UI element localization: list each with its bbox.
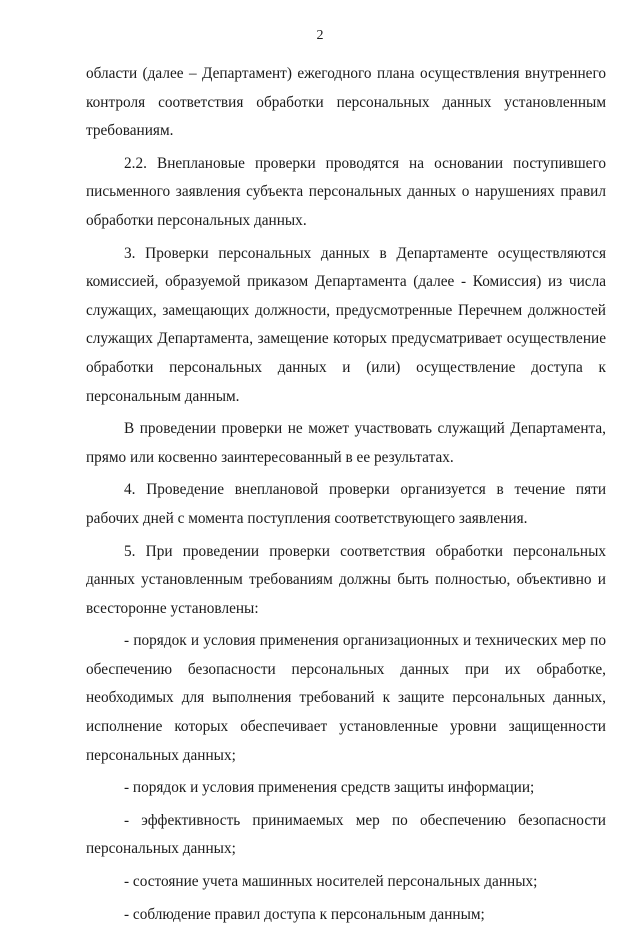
list-item: - порядок и условия применения средств защиты информации; — [124, 779, 535, 797]
list-item: - соблюдение правил доступа к персональным данным; — [124, 905, 485, 923]
paragraph-3: 3. Проверки персональных данных в Департаменте осуществляются комиссией, образуемой приказом Департамента (далее - Комиссия) из числа служащих, замещающих должности, предусмотренные Перечнем должностей служащих Департамента, замещение которых предусматривает осуществление обработки персональных данных и (или) осуществление доступа к персональным данным. — [86, 244, 606, 405]
paragraph-3-note: В проведении проверки не может участвовать служащий Департамента, прямо или косвенно заинтересованный в ее результатах. — [86, 420, 606, 466]
page-number: 2 — [316, 28, 324, 43]
list-item: - состояние учета машинных носителей персональных данных; — [124, 873, 538, 891]
list-item: - порядок и условия применения организационных и технических мер по обеспечению безопасности персональных данных при их обработке, необходимых для выполнения требований к защите персональных данных, исполнение которых обеспечивает установленные уровни защищенности персональных данных; — [86, 632, 606, 764]
paragraph-2-2: 2.2. Внеплановые проверки проводятся на основании поступившего письменного заявления субъекта персональных данных о нарушениях правил обработки персональных данных. — [86, 154, 606, 229]
document-body — [86, 60, 606, 929]
paragraph-5: 5. При проведении проверки соответствия обработки персональных данных установленным требованиям должны быть полностью, объективно и всесторонне установлены: — [86, 542, 606, 617]
list-item: - эффективность принимаемых мер по обеспечению безопасности персональных данных; — [86, 811, 606, 858]
paragraph-continuation: области (далее – Департамент) ежегодного плана осуществления внутреннего контроля соответствия обработки персональных данных установленным требованиям. — [86, 65, 606, 140]
paragraph-4: 4. Проведение внеплановой проверки организуется в течение пяти рабочих дней с момента поступления соответствующего заявления. — [86, 481, 606, 527]
